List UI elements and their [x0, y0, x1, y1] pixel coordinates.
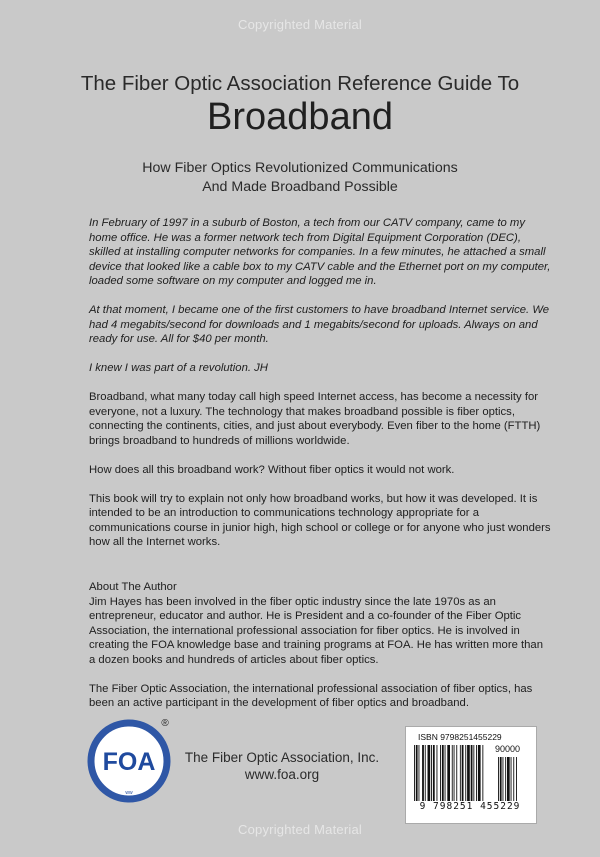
foa-note: The Fiber Optic Association, the international professional association of fiber optics, has been an active participant in the development of fiber optics and broadband.	[89, 682, 533, 709]
intro-paragraph-2: How does all this broadband work? Without fiber optics it would not work.	[89, 463, 455, 476]
publisher-url: www.foa.org	[244, 767, 320, 782]
author-section	[89, 580, 551, 667]
back-cover-text	[89, 216, 551, 725]
subtitle-line-2: And Made Broadband Possible	[202, 179, 398, 195]
subtitle	[0, 159, 600, 197]
author-bio: Jim Hayes has been involved in the fiber optic industry since the late 1970s as an entrepreneur, educator and author. He is President and a co-founder of the Fiber Optic Association, the international professional association for fiber optics. He is involved in creating the FOA knowledge base and training programs at FOA. He has written more than a dozen books and hundreds of articles about fiber optics.	[89, 595, 543, 666]
foa-logo	[86, 717, 172, 803]
story-signature: I knew I was part of a revolution. JH	[89, 362, 268, 374]
logo-mark: ww	[125, 790, 133, 796]
story-paragraph-1: In February of 1997 in a suburb of Boston, a tech from our CATV company, came to my home office. He was a former network tech from Digital Equipment Corporation (DEC), skilled at installing computer networks for companies. In a few minutes, he attached a small device that looked like a cable box to my CATV cable and the Ethernet port on my computer, loaded some software on my computer and logged me in.	[89, 217, 551, 287]
subtitle-line-1: How Fiber Optics Revolutionized Communications	[142, 160, 458, 176]
barcode-icon	[414, 745, 526, 801]
publisher-name: The Fiber Optic Association, Inc.	[184, 750, 380, 765]
book-title: Broadband	[207, 96, 393, 138]
isbn-label: ISBN 9798251455229	[418, 732, 502, 742]
isbn-digits: 9 798251 455229	[419, 801, 521, 812]
intro-paragraph-3: This book will try to explain not only how broadband works, but how it was developed. It is intended to be an introduction to communications technology appropriate for a communications course in junior high, high school or college or for anyone who just wonders how all the Internet works.	[89, 492, 551, 548]
registered-mark: ®	[161, 718, 169, 729]
author-heading: About The Author	[89, 581, 177, 593]
watermark-bottom: Copyrighted Material	[238, 822, 362, 837]
publisher-info	[177, 749, 387, 783]
guide-title: The Fiber Optic Association Reference Guide To	[80, 72, 520, 95]
watermark-top: Copyrighted Material	[238, 17, 362, 32]
intro-paragraph-1: Broadband, what many today call high speed Internet access, has become a necessity for everyone, not a luxury. The technology that makes broadband possible is fiber optics, connecting the continents, cities, and just about everybody. Even fiber to the home (FTTH) brings broadband to hundreds of millions worldwide.	[89, 391, 541, 447]
price-code: 90000	[495, 744, 521, 754]
story-paragraph-2: At that moment, I became one of the first customers to have broadband Internet service. We had 4 megabits/second for downloads and 1 megabits/second for uploads. Always on and ready for use. All for $40 per month.	[89, 304, 550, 345]
logo-text: FOA	[102, 748, 156, 776]
